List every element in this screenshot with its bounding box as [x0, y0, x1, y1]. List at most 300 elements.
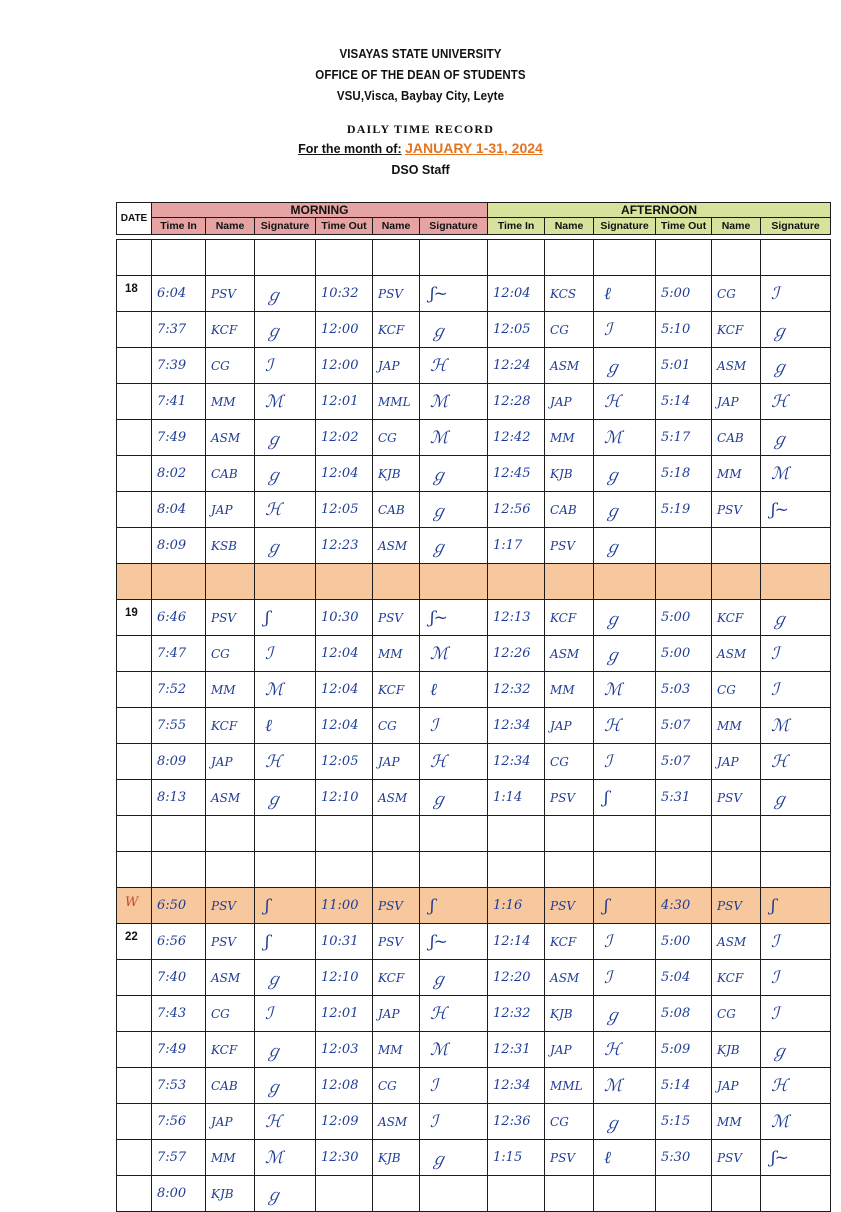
pm-time-in-cell: 12:45	[488, 456, 545, 492]
date-cell	[117, 780, 152, 816]
pm-name-in-cell: ASM	[545, 960, 594, 996]
pm-time-in-cell	[488, 240, 545, 276]
pm-signature-in-cell: ℐ	[594, 312, 656, 348]
am-name-out-cell: CAB	[373, 492, 420, 528]
pm-time-out-cell: 5:00	[656, 636, 712, 672]
pm-time-out-cell: 5:08	[656, 996, 712, 1032]
am-name-out-cell: JAP	[373, 996, 420, 1032]
am-name-in-cell	[206, 852, 255, 888]
date-cell	[117, 348, 152, 384]
am-signature-out-cell: ℳ	[420, 1032, 488, 1068]
am-time-out-cell: 12:05	[316, 744, 373, 780]
pm-signature-out-cell: ℋ	[761, 384, 831, 420]
date-cell: 18	[117, 276, 152, 312]
pm-time-in-cell: 12:28	[488, 384, 545, 420]
am-name-in-cell: KCF	[206, 312, 255, 348]
pm-time-in-cell: 1:14	[488, 780, 545, 816]
am-signature-out-cell: ℊ	[420, 456, 488, 492]
pm-signature-out-cell: ℐ	[761, 960, 831, 996]
am-time-out-cell	[316, 816, 373, 852]
am-name-out-cell: MML	[373, 384, 420, 420]
pm-name-out-cell	[712, 852, 761, 888]
pm-time-out-cell	[656, 564, 712, 600]
pm-signature-out-cell: ℐ	[761, 924, 831, 960]
am-signature-in-header: Signature	[255, 218, 316, 235]
am-signature-in-cell: ℊ	[255, 420, 316, 456]
am-time-in-cell: 7:52	[152, 672, 206, 708]
pm-time-in-cell: 12:32	[488, 672, 545, 708]
am-time-out-cell: 11:00	[316, 888, 373, 924]
pm-time-in-cell	[488, 1176, 545, 1212]
pm-time-out-cell: 5:15	[656, 1104, 712, 1140]
pm-signature-out-cell: ℊ	[761, 600, 831, 636]
pm-time-out-cell: 5:04	[656, 960, 712, 996]
am-signature-out-cell: ℐ	[420, 1068, 488, 1104]
pm-signature-out-cell	[761, 816, 831, 852]
pm-time-in-cell: 12:42	[488, 420, 545, 456]
am-signature-in-cell	[255, 852, 316, 888]
pm-name-in-cell: KCF	[545, 600, 594, 636]
am-name-in-cell: MM	[206, 384, 255, 420]
am-name-out-cell: PSV	[373, 600, 420, 636]
pm-name-in-cell	[545, 240, 594, 276]
am-signature-out-cell: ℐ	[420, 708, 488, 744]
date-cell	[117, 312, 152, 348]
pm-signature-out-cell: ℊ	[761, 1032, 831, 1068]
pm-name-out-cell: KCF	[712, 600, 761, 636]
am-name-out-cell	[373, 852, 420, 888]
afternoon-header: AFTERNOON	[488, 203, 831, 218]
pm-signature-in-cell: ℳ	[594, 672, 656, 708]
date-cell	[117, 1140, 152, 1176]
pm-time-out-cell: 5:19	[656, 492, 712, 528]
am-signature-out-cell: ℊ	[420, 492, 488, 528]
date-cell	[117, 744, 152, 780]
pm-signature-out-cell: ℳ	[761, 708, 831, 744]
pm-signature-in-cell	[594, 852, 656, 888]
am-name-in-cell	[206, 240, 255, 276]
pm-name-out-cell: ASM	[712, 348, 761, 384]
am-name-in-cell: KSB	[206, 528, 255, 564]
am-time-out-cell: 12:00	[316, 348, 373, 384]
am-name-out-cell: CG	[373, 420, 420, 456]
am-time-in-cell: 6:56	[152, 924, 206, 960]
am-name-in-cell	[206, 564, 255, 600]
pm-signature-out-cell: ℐ	[761, 276, 831, 312]
pm-signature-out-cell: ℊ	[761, 780, 831, 816]
am-signature-in-cell: ℊ	[255, 312, 316, 348]
pm-time-in-cell: 12:34	[488, 1068, 545, 1104]
pm-name-out-cell: ASM	[712, 636, 761, 672]
am-signature-in-cell: ℐ	[255, 348, 316, 384]
pm-time-out-cell: 5:07	[656, 744, 712, 780]
am-name-in-cell: CAB	[206, 1068, 255, 1104]
month-value: JANUARY 1-31, 2024	[405, 140, 543, 156]
pm-name-in-cell: KCF	[545, 924, 594, 960]
pm-signature-out-cell: ʃ~	[761, 492, 831, 528]
document-header	[0, 44, 841, 180]
pm-time-in-cell: 12:31	[488, 1032, 545, 1068]
pm-signature-in-cell: ℊ	[594, 996, 656, 1032]
pm-name-out-cell: CG	[712, 996, 761, 1032]
pm-name-out-cell: JAP	[712, 744, 761, 780]
am-time-out-cell: 10:30	[316, 600, 373, 636]
date-cell	[117, 636, 152, 672]
pm-name-out-cell: JAP	[712, 384, 761, 420]
am-signature-out-cell	[420, 852, 488, 888]
table-row	[117, 600, 831, 636]
pm-name-in-cell: JAP	[545, 1032, 594, 1068]
date-cell	[117, 996, 152, 1032]
pm-name-out-cell: JAP	[712, 1068, 761, 1104]
am-signature-out-cell	[420, 240, 488, 276]
pm-signature-in-cell: ℐ	[594, 744, 656, 780]
am-time-out-cell: 12:03	[316, 1032, 373, 1068]
am-signature-in-cell	[255, 816, 316, 852]
pm-time-in-cell: 12:34	[488, 708, 545, 744]
am-signature-in-cell: ʃ	[255, 924, 316, 960]
pm-signature-in-cell: ʃ	[594, 780, 656, 816]
date-column-header: DATE	[117, 203, 152, 235]
pm-signature-in-cell: ℋ	[594, 384, 656, 420]
pm-signature-in-cell: ℳ	[594, 1068, 656, 1104]
am-signature-in-cell: ℊ	[255, 1176, 316, 1212]
am-time-out-cell: 12:08	[316, 1068, 373, 1104]
am-signature-out-cell: ℋ	[420, 744, 488, 780]
am-time-in-cell	[152, 240, 206, 276]
am-signature-out-cell: ℐ	[420, 1104, 488, 1140]
pm-time-out-header: Time Out	[656, 218, 712, 235]
pm-signature-in-cell: ℊ	[594, 492, 656, 528]
table-row	[117, 384, 831, 420]
pm-signature-out-cell: ℊ	[761, 420, 831, 456]
pm-name-in-cell: ASM	[545, 348, 594, 384]
am-name-in-cell: CAB	[206, 456, 255, 492]
pm-signature-out-cell	[761, 528, 831, 564]
pm-time-in-cell: 12:26	[488, 636, 545, 672]
pm-signature-out-cell: ℋ	[761, 1068, 831, 1104]
pm-name-in-cell: CG	[545, 1104, 594, 1140]
pm-name-out-cell: CG	[712, 276, 761, 312]
am-time-in-cell	[152, 564, 206, 600]
table-row	[117, 348, 831, 384]
month-line	[0, 139, 841, 159]
pm-signature-out-cell: ℐ	[761, 636, 831, 672]
pm-signature-out-cell: ℳ	[761, 1104, 831, 1140]
am-name-out-cell: PSV	[373, 924, 420, 960]
pm-signature-out-cell	[761, 1176, 831, 1212]
am-signature-in-cell: ℊ	[255, 456, 316, 492]
pm-name-in-cell: KJB	[545, 456, 594, 492]
pm-name-out-cell: CAB	[712, 420, 761, 456]
pm-time-out-cell: 5:18	[656, 456, 712, 492]
am-time-in-cell: 8:09	[152, 528, 206, 564]
am-name-out-cell	[373, 1176, 420, 1212]
am-time-in-header: Time In	[152, 218, 206, 235]
table-row	[117, 1104, 831, 1140]
table-row	[117, 492, 831, 528]
date-cell	[117, 1032, 152, 1068]
pm-name-in-cell: PSV	[545, 780, 594, 816]
pm-signature-in-cell: ℊ	[594, 1104, 656, 1140]
am-time-out-cell: 12:05	[316, 492, 373, 528]
pm-signature-out-cell	[761, 240, 831, 276]
table-row	[117, 636, 831, 672]
am-name-out-cell: ASM	[373, 1104, 420, 1140]
am-time-in-cell: 7:43	[152, 996, 206, 1032]
am-time-out-cell	[316, 1176, 373, 1212]
am-time-out-cell: 12:04	[316, 456, 373, 492]
am-name-in-cell: KCF	[206, 708, 255, 744]
am-time-in-cell: 7:41	[152, 384, 206, 420]
am-time-out-cell: 12:10	[316, 780, 373, 816]
am-time-out-cell: 12:01	[316, 384, 373, 420]
pm-name-in-cell: PSV	[545, 1140, 594, 1176]
am-time-out-cell: 12:01	[316, 996, 373, 1032]
pm-time-in-cell: 1:16	[488, 888, 545, 924]
pm-name-out-cell	[712, 528, 761, 564]
am-time-in-cell: 8:02	[152, 456, 206, 492]
am-name-out-cell: PSV	[373, 888, 420, 924]
office-name: OFFICE OF THE DEAN OF STUDENTS	[315, 68, 526, 82]
date-cell	[117, 1176, 152, 1212]
pm-name-out-cell: ASM	[712, 924, 761, 960]
am-name-in-cell: ASM	[206, 780, 255, 816]
table-row	[117, 744, 831, 780]
pm-name-in-cell: PSV	[545, 888, 594, 924]
am-name-out-cell: PSV	[373, 276, 420, 312]
table-row	[117, 276, 831, 312]
am-time-out-cell: 10:31	[316, 924, 373, 960]
am-time-in-cell: 8:09	[152, 744, 206, 780]
am-time-in-cell: 7:55	[152, 708, 206, 744]
am-signature-in-cell: ℐ	[255, 636, 316, 672]
pm-name-in-cell: JAP	[545, 708, 594, 744]
pm-time-in-cell: 12:13	[488, 600, 545, 636]
am-signature-in-cell: ℊ	[255, 780, 316, 816]
pm-time-in-cell: 12:56	[488, 492, 545, 528]
am-signature-out-cell: ℊ	[420, 960, 488, 996]
separator-row	[117, 564, 831, 600]
am-signature-in-cell: ℊ	[255, 276, 316, 312]
table-row	[117, 780, 831, 816]
am-time-out-cell: 10:32	[316, 276, 373, 312]
am-signature-out-cell	[420, 816, 488, 852]
pm-signature-out-cell: ℊ	[761, 312, 831, 348]
am-time-out-cell	[316, 240, 373, 276]
pm-name-in-cell: ASM	[545, 636, 594, 672]
am-time-in-cell: 7:37	[152, 312, 206, 348]
table-row	[117, 1176, 831, 1212]
pm-name-out-cell	[712, 816, 761, 852]
date-cell	[117, 1104, 152, 1140]
pm-time-in-cell	[488, 816, 545, 852]
pm-signature-out-cell: ʃ~	[761, 1140, 831, 1176]
table-row	[117, 708, 831, 744]
pm-signature-out-cell: ℐ	[761, 996, 831, 1032]
pm-name-out-cell: PSV	[712, 888, 761, 924]
am-time-in-cell: 6:46	[152, 600, 206, 636]
pm-signature-out-cell: ℳ	[761, 456, 831, 492]
am-name-out-cell: CG	[373, 708, 420, 744]
pm-signature-in-cell: ℋ	[594, 1032, 656, 1068]
pm-name-in-cell	[545, 564, 594, 600]
am-name-in-cell: CG	[206, 348, 255, 384]
am-name-out-cell: KJB	[373, 456, 420, 492]
pm-time-out-cell: 5:03	[656, 672, 712, 708]
am-name-in-cell: KCF	[206, 1032, 255, 1068]
date-cell	[117, 672, 152, 708]
pm-name-out-cell	[712, 240, 761, 276]
am-time-out-cell: 12:30	[316, 1140, 373, 1176]
pm-time-out-cell: 5:00	[656, 600, 712, 636]
am-signature-out-cell: ℊ	[420, 1140, 488, 1176]
pm-name-out-cell: CG	[712, 672, 761, 708]
pm-signature-out-header: Signature	[761, 218, 831, 235]
date-cell: 19	[117, 600, 152, 636]
pm-name-out-cell: PSV	[712, 780, 761, 816]
pm-signature-in-cell: ℐ	[594, 924, 656, 960]
address: VSU,Visca, Baybay City, Leyte	[336, 89, 505, 103]
date-cell	[117, 816, 152, 852]
pm-name-out-cell: MM	[712, 708, 761, 744]
pm-signature-in-cell: ℊ	[594, 456, 656, 492]
table-row	[117, 888, 831, 924]
table-row	[117, 456, 831, 492]
am-signature-out-cell: ℳ	[420, 636, 488, 672]
am-time-in-cell: 8:00	[152, 1176, 206, 1212]
date-cell	[117, 240, 152, 276]
pm-signature-in-cell: ℳ	[594, 420, 656, 456]
pm-time-in-cell: 1:17	[488, 528, 545, 564]
pm-signature-out-cell: ℊ	[761, 348, 831, 384]
am-name-out-cell	[373, 564, 420, 600]
am-name-in-header: Name	[206, 218, 255, 235]
pm-signature-in-cell: ʃ	[594, 888, 656, 924]
am-signature-out-cell: ℓ	[420, 672, 488, 708]
am-time-out-cell: 12:02	[316, 420, 373, 456]
am-signature-out-cell: ℊ	[420, 780, 488, 816]
table-row	[117, 1140, 831, 1176]
am-name-in-cell: MM	[206, 672, 255, 708]
am-name-in-cell: JAP	[206, 744, 255, 780]
am-name-in-cell: MM	[206, 1140, 255, 1176]
am-time-in-cell: 8:13	[152, 780, 206, 816]
am-signature-in-cell	[255, 564, 316, 600]
pm-signature-in-cell	[594, 240, 656, 276]
date-cell: 22	[117, 924, 152, 960]
pm-name-out-cell	[712, 1176, 761, 1212]
am-name-out-cell	[373, 240, 420, 276]
date-cell	[117, 492, 152, 528]
am-signature-in-cell: ℳ	[255, 672, 316, 708]
am-name-in-cell: CG	[206, 996, 255, 1032]
table-row	[117, 996, 831, 1032]
pm-time-out-cell	[656, 816, 712, 852]
am-name-out-cell: MM	[373, 636, 420, 672]
pm-time-out-cell: 5:17	[656, 420, 712, 456]
pm-time-in-cell: 12:20	[488, 960, 545, 996]
am-time-in-cell: 7:49	[152, 420, 206, 456]
pm-name-in-cell: JAP	[545, 384, 594, 420]
am-signature-out-cell: ʃ~	[420, 924, 488, 960]
am-time-in-cell: 7:57	[152, 1140, 206, 1176]
am-time-out-cell: 12:23	[316, 528, 373, 564]
pm-time-in-cell: 12:14	[488, 924, 545, 960]
am-name-in-cell: PSV	[206, 924, 255, 960]
pm-time-out-cell: 5:30	[656, 1140, 712, 1176]
table-row	[117, 312, 831, 348]
pm-time-in-cell: 12:36	[488, 1104, 545, 1140]
pm-signature-in-cell: ℊ	[594, 636, 656, 672]
am-name-out-cell: JAP	[373, 348, 420, 384]
pm-name-out-cell: KCF	[712, 312, 761, 348]
date-cell	[117, 564, 152, 600]
pm-name-out-cell	[712, 564, 761, 600]
am-name-in-cell: JAP	[206, 1104, 255, 1140]
am-signature-out-header: Signature	[420, 218, 488, 235]
am-signature-in-cell: ℓ	[255, 708, 316, 744]
am-name-in-cell: PSV	[206, 888, 255, 924]
am-signature-in-cell: ℐ	[255, 996, 316, 1032]
am-signature-out-cell: ℊ	[420, 312, 488, 348]
am-name-in-cell	[206, 816, 255, 852]
am-time-in-cell: 7:53	[152, 1068, 206, 1104]
am-name-out-cell: KCF	[373, 312, 420, 348]
am-name-out-cell: MM	[373, 1032, 420, 1068]
am-signature-in-cell: ℊ	[255, 1032, 316, 1068]
am-signature-in-cell: ℊ	[255, 960, 316, 996]
table-row	[117, 528, 831, 564]
pm-name-out-header: Name	[712, 218, 761, 235]
am-time-out-cell: 12:10	[316, 960, 373, 996]
document-title: DAILY TIME RECORD	[346, 122, 495, 136]
table-row	[117, 1032, 831, 1068]
pm-signature-in-cell	[594, 564, 656, 600]
pm-time-out-cell: 5:10	[656, 312, 712, 348]
pm-time-in-cell: 12:04	[488, 276, 545, 312]
am-signature-in-cell: ℊ	[255, 1068, 316, 1104]
pm-time-in-cell: 12:34	[488, 744, 545, 780]
am-signature-in-cell: ʃ	[255, 600, 316, 636]
pm-name-in-cell	[545, 1176, 594, 1212]
pm-time-out-cell: 5:07	[656, 708, 712, 744]
pm-name-in-cell: MM	[545, 420, 594, 456]
pm-signature-in-cell: ℊ	[594, 348, 656, 384]
pm-time-out-cell: 5:00	[656, 924, 712, 960]
pm-time-in-cell	[488, 852, 545, 888]
pm-name-in-header: Name	[545, 218, 594, 235]
pm-signature-in-header: Signature	[594, 218, 656, 235]
staff-label: DSO Staff	[391, 163, 450, 177]
pm-time-out-cell	[656, 1176, 712, 1212]
am-time-in-cell: 6:50	[152, 888, 206, 924]
pm-signature-in-cell	[594, 1176, 656, 1212]
table-row	[117, 420, 831, 456]
pm-signature-in-cell: ℓ	[594, 1140, 656, 1176]
month-label: For the month of:	[298, 142, 402, 156]
am-name-out-cell: KCF	[373, 960, 420, 996]
date-cell	[117, 420, 152, 456]
pm-name-out-cell: KCF	[712, 960, 761, 996]
pm-time-out-cell: 5:31	[656, 780, 712, 816]
pm-signature-in-cell: ℓ	[594, 276, 656, 312]
pm-time-in-cell: 12:24	[488, 348, 545, 384]
pm-signature-out-cell: ʃ	[761, 888, 831, 924]
pm-name-in-cell: MML	[545, 1068, 594, 1104]
pm-name-in-cell: CG	[545, 744, 594, 780]
table-row	[117, 672, 831, 708]
